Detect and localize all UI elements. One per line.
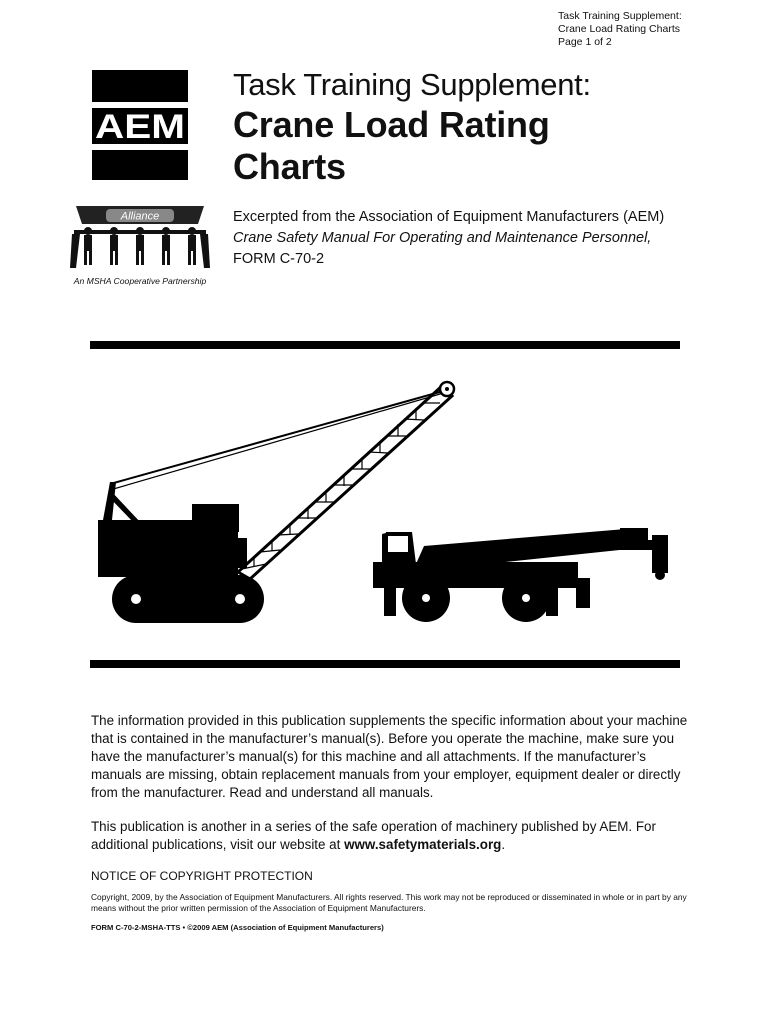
body-paragraph-2-text: This publication is another in a series of the safe operation of machinery published by AEM. For additional publications, visit our website at: [91, 819, 656, 852]
alliance-logo-text: Alliance: [120, 210, 160, 223]
header-line-1: Task Training Supplement:: [558, 10, 682, 22]
body-paragraph-2-end: .: [501, 837, 506, 852]
header-line-2: Crane Load Rating Charts: [558, 23, 680, 35]
website-link[interactable]: www.safetymaterials.org: [344, 837, 502, 852]
bottom-divider: [90, 660, 680, 668]
body-paragraph-1: The information provided in this publication supplements the specific information about your machine that is contained in the manufacturer’s manual(s). Before you operate the machine, make sure you have the manufacturer’s manual(s) for this machine and all attachments. If the manufacturer’s manuals are missing, obtain replacement manuals from your employer, equipment dealer or directly from the manufacturer. Read and understand all manuals.: [91, 713, 688, 800]
body-text: [91, 712, 691, 870]
title-main-line-2: Charts: [233, 146, 346, 187]
copyright-notice-heading: NOTICE OF COPYRIGHT PROTECTION: [91, 869, 313, 883]
crane-illustration: [90, 370, 680, 655]
alliance-logo: [70, 204, 210, 288]
aem-logo-text: AEM: [95, 108, 185, 146]
excerpt-line-1: Excerpted from the Association of Equipment Manufacturers (AEM): [233, 209, 665, 225]
body-paragraph-2: [91, 818, 691, 854]
copyright-text: Copyright, 2009, by the Association of Equipment Manufacturers. All rights reserved. This work may not be reproduced or disseminated in whole or in part by any means without the prior written permission of the Association of Equipment Manufacturers.: [91, 892, 687, 913]
title-block: [233, 66, 733, 188]
title-main-line-1: Crane Load Rating: [233, 104, 550, 145]
aem-logo: [92, 70, 188, 180]
header-page-number: Page 1 of 2: [558, 36, 612, 48]
header-corner: [558, 10, 682, 49]
rough-terrain-crane: [373, 528, 668, 622]
title-supertitle: Task Training Supplement:: [233, 67, 591, 102]
excerpt-line-2: Crane Safety Manual For Operating and Maintenance Personnel,: [233, 230, 652, 246]
excerpt-line-3: FORM C-70-2: [233, 251, 325, 267]
form-footer: FORM C-70-2-MSHA-TTS • ©2009 AEM (Association of Equipment Manufacturers): [91, 923, 384, 932]
top-divider: [90, 341, 680, 349]
alliance-caption: An MSHA Cooperative Partnership: [73, 276, 207, 286]
excerpt: [233, 207, 713, 270]
